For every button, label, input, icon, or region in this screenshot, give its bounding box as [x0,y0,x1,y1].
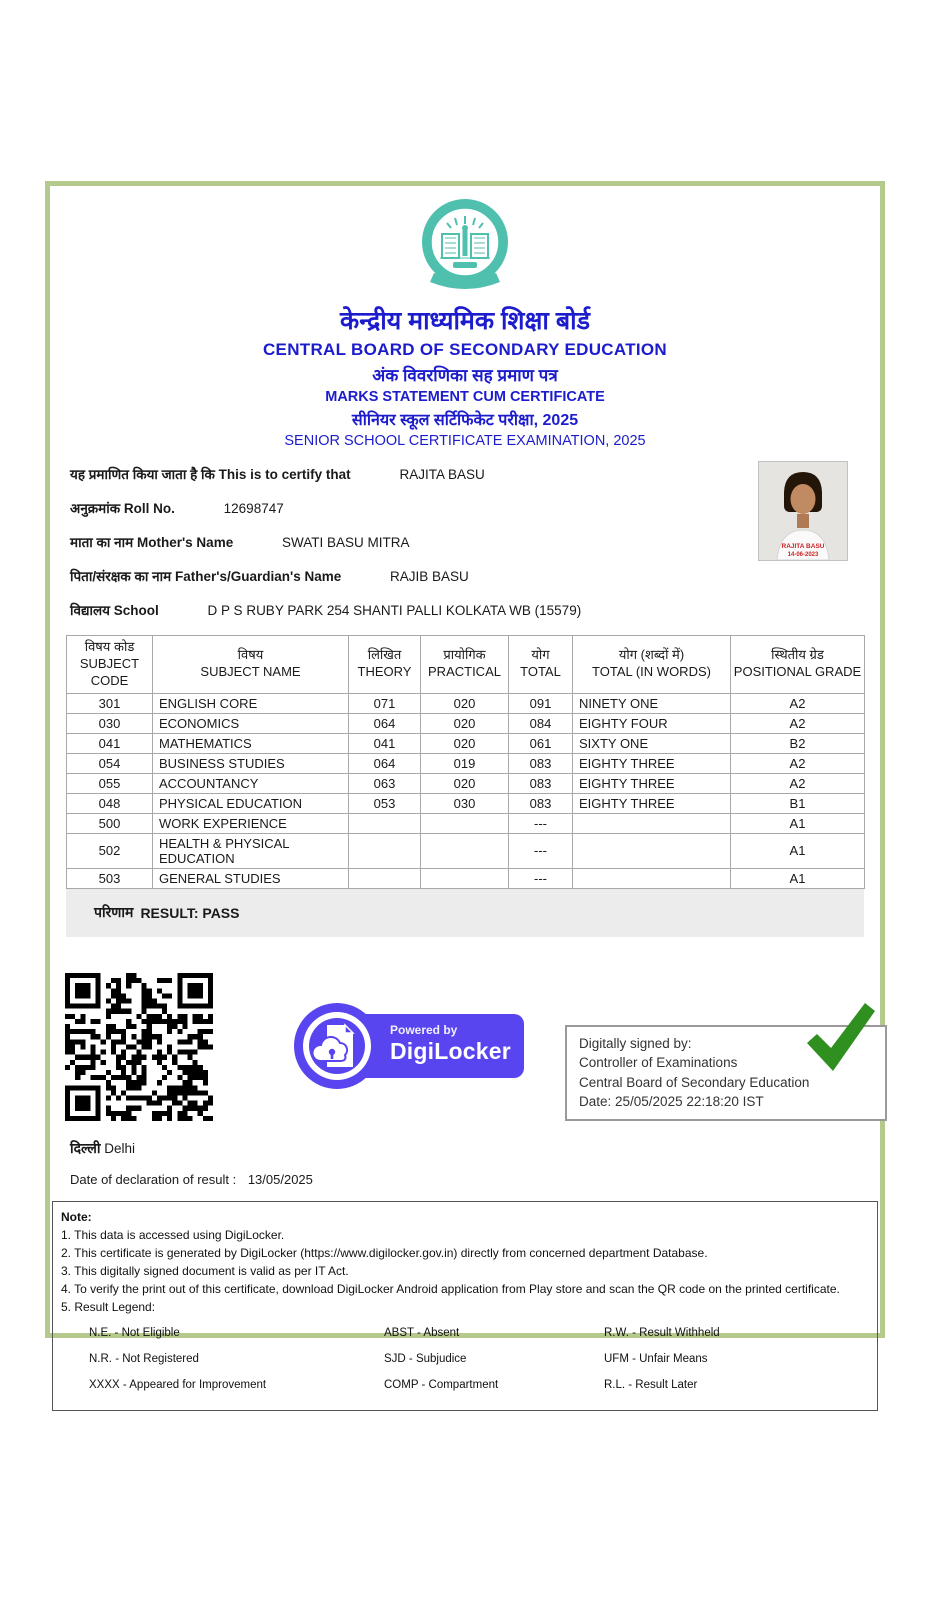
verified-check-icon [801,1001,877,1073]
note-item-5: 5. Result Legend: [61,1299,156,1314]
board-title-english: CENTRAL BOARD OF SECONDARY EDUCATION [262,340,668,359]
col-total: योग TOTAL [509,636,573,694]
note-item-1: 1. This data is accessed using DigiLocker. [61,1227,285,1242]
col-grade: स्थितीय ग्रेड POSITIONAL GRADE [731,636,865,694]
result-label-hindi: परिणाम [94,904,134,921]
col-total-words: योग (शब्दों में) TOTAL (IN WORDS) [573,636,731,694]
marks-table [66,635,865,889]
qr-code [65,973,213,1121]
verification-row [62,973,868,1125]
mother-line [70,533,860,551]
student-details [70,465,860,619]
exam-title-english: SENIOR SCHOOL CERTIFICATE EXAMINATION, 2025 [284,433,646,449]
place-english: Delhi [104,1140,136,1156]
certificate-header [50,186,880,449]
declaration-date: 13/05/2025 [247,1171,313,1187]
col-subject-name: विषय SUBJECT NAME [153,636,349,694]
student-photo [758,461,848,561]
digilocker-icon [294,1003,380,1089]
table-row: 502 HEALTH & PHYSICAL EDUCATION --- A1 [67,833,865,868]
roll-number: 12698747 [223,501,284,516]
result-band [66,889,864,937]
signature-line-2: Controller of Examinations [579,1055,738,1071]
certify-line [70,465,860,483]
legend-item: XXXX - Appeared for Improvement [89,1379,267,1392]
table-row: 301 ENGLISH CORE 071 020 091 NINETY ONE A2 [67,693,865,713]
certify-label-english: This is to certify that [218,467,351,482]
doc-subtitle-english: MARKS STATEMENT CUM CERTIFICATE [325,389,605,405]
digilocker-powered-by: Powered by [390,1022,458,1037]
school-name: D P S RUBY PARK 254 SHANTI PALLI KOLKATA WB (15579) [207,603,582,618]
roll-label-hindi: अनुक्रमांक [70,501,121,516]
exam-title-hindi: सीनियर स्कूल सर्टिफिकेट परीक्षा, 2025 [351,412,579,429]
school-label-english: School [113,603,159,618]
legend-row [89,1325,867,1342]
signature-line-4: Date: 25/05/2025 22:18:20 IST [579,1094,764,1110]
digilocker-name: DigiLocker [390,1037,511,1064]
place-hindi: दिल्ली [70,1139,101,1156]
table-row: 041 MATHEMATICS 041 020 061 SIXTY ONE B2 [67,733,865,753]
result-label-english: RESULT: PASS [140,904,240,921]
mother-name: SWATI BASU MITRA [281,535,410,550]
digital-signature-box [565,1025,887,1121]
school-label-hindi: विद्यालय [70,603,110,618]
legend-item: N.E. - Not Eligible [89,1326,180,1339]
digilocker-badge [294,1003,526,1089]
school-line [70,601,860,619]
table-row: 500 WORK EXPERIENCE --- A1 [67,813,865,833]
col-theory: लिखित THEORY [349,636,421,694]
note-item-3: 3. This digitally signed document is valid as per IT Act. [61,1263,349,1278]
student-name: RAJITA BASU [399,467,485,482]
roll-line [70,499,860,517]
marks-table-header-row [67,636,865,694]
col-practical: प्रायोगिक PRACTICAL [421,636,509,694]
legend-row [89,1377,867,1394]
note-item-2: 2. This certificate is generated by DigiLocker (https://www.digilocker.gov.in) directly from concerned department Database. [61,1245,708,1260]
legend-item: ABST - Absent [384,1326,460,1339]
note-box [52,1201,878,1412]
roll-label-english: Roll No. [123,501,175,516]
table-row: 055 ACCOUNTANCY 063 020 083 EIGHTY THREE A2 [67,773,865,793]
father-name: RAJIB BASU [390,569,469,584]
legend-row [89,1351,867,1368]
signature-line-1: Digitally signed by: [579,1035,692,1051]
place-line [70,1139,880,1158]
mother-label-english: Mother's Name [136,535,234,550]
note-title: Note: [61,1209,92,1224]
father-label-hindi: पिता/संरक्षक का नाम [70,569,172,584]
legend-item: R.L. - Result Later [604,1379,698,1392]
legend-item: N.R. - Not Registered [89,1352,199,1365]
doc-subtitle-hindi: अंक विवरणिका सह प्रमाण पत्र [372,366,558,385]
declaration-line [70,1172,880,1187]
note-item-4: 4. To verify the print out of this certificate, download DigiLocker Android application from Play store and scan the QR code on the printed certificate. [61,1281,840,1296]
photo-caption-date: 14-06-2023 [787,552,819,558]
photo-caption-name: RAJITA BASU [781,543,825,551]
cbse-logo-icon [406,196,524,301]
signature-line-3: Central Board of Secondary Education [579,1074,810,1090]
mother-label-hindi: माता का नाम [70,535,134,550]
legend-item: R.W. - Result Withheld [604,1326,720,1339]
result-legend [89,1325,867,1395]
certify-label-hindi: यह प्रमाणित किया जाता है कि [70,467,215,482]
table-row: 054 BUSINESS STUDIES 064 019 083 EIGHTY THREE A2 [67,753,865,773]
legend-item: UFM - Unfair Means [604,1352,708,1365]
declaration-label: Date of declaration of result : [70,1171,237,1187]
father-label-english: Father's/Guardian's Name [175,569,342,584]
col-subject-code: विषय कोड SUBJECT CODE [67,636,153,694]
father-line [70,567,860,585]
certificate-sheet [45,181,885,1392]
table-row: 503 GENERAL STUDIES --- A1 [67,868,865,888]
legend-item: SJD - Subjudice [384,1352,467,1365]
legend-item: COMP - Compartment [384,1379,499,1392]
table-row: 030 ECONOMICS 064 020 084 EIGHTY FOUR A2 [67,713,865,733]
table-row: 048 PHYSICAL EDUCATION 053 030 083 EIGHTY THREE B1 [67,793,865,813]
board-title-hindi: केन्द्रीय माध्यमिक शिक्षा बोर्ड [340,307,590,335]
